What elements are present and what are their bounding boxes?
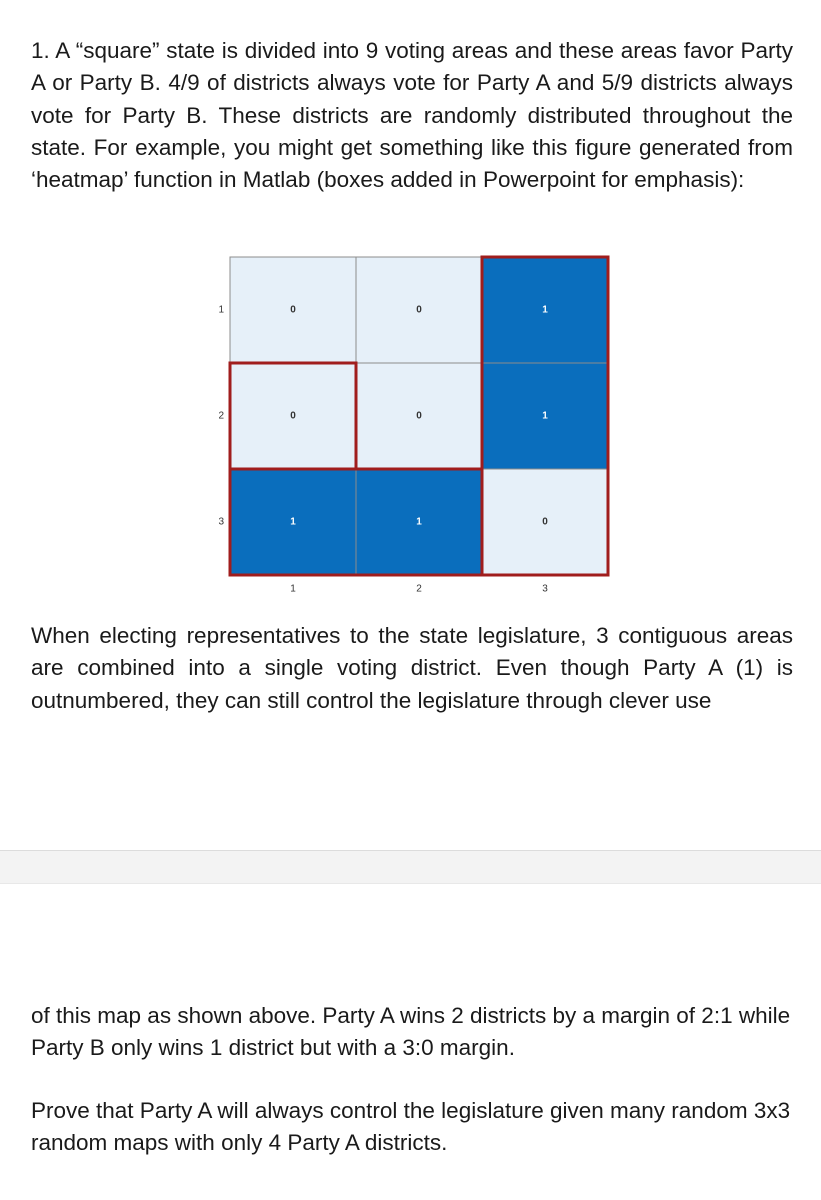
paragraph-electing: When electing representatives to the state legislature, 3 contiguous areas are combined into a single voting district. Even though Party A (1) is outnumbered, they can still control the legislature through clever use: [31, 623, 793, 713]
heatmap-cell-label: 1: [290, 516, 296, 528]
heatmap-cell-label: 0: [290, 410, 296, 422]
heatmap-cell-label: 1: [542, 410, 548, 422]
row-tick-label: 1: [218, 304, 224, 316]
problem-intro: 1. A “square” state is divided into 9 voting areas and these areas favor Party A or Party B. 4/9 of districts always vote for Party A and 5/9 districts always vote for Party B. These districts are randomly distributed throughout the state. For example, you might get something like this figure generated from ‘heatmap’ function in Matlab (boxes added in Powerpoint for emphasis):: [31, 38, 793, 193]
heatmap-cell-label: 0: [416, 304, 422, 316]
row-tick-label: 2: [218, 410, 224, 422]
col-tick-label: 3: [542, 583, 548, 595]
heatmap-cell-label: 0: [542, 516, 548, 528]
col-tick-label: 2: [416, 583, 422, 595]
heatmap-cell-label: 0: [290, 304, 296, 316]
page-break: [0, 850, 821, 884]
col-tick-label: 1: [290, 583, 296, 595]
heatmap-cell-label: 1: [416, 516, 422, 528]
row-tick-label: 3: [218, 516, 224, 528]
heatmap-cell-label: 1: [542, 304, 548, 316]
heatmap-cell-label: 0: [416, 410, 422, 422]
paragraph-margin: of this map as shown above. Party A wins 2 districts by a margin of 2:1 while Party B only wins 1 district but with a 3:0 margin.: [31, 1003, 791, 1061]
paragraph-prove: Prove that Party A will always control the legislature given many random 3x3 random maps with only 4 Party A districts.: [31, 1098, 791, 1156]
